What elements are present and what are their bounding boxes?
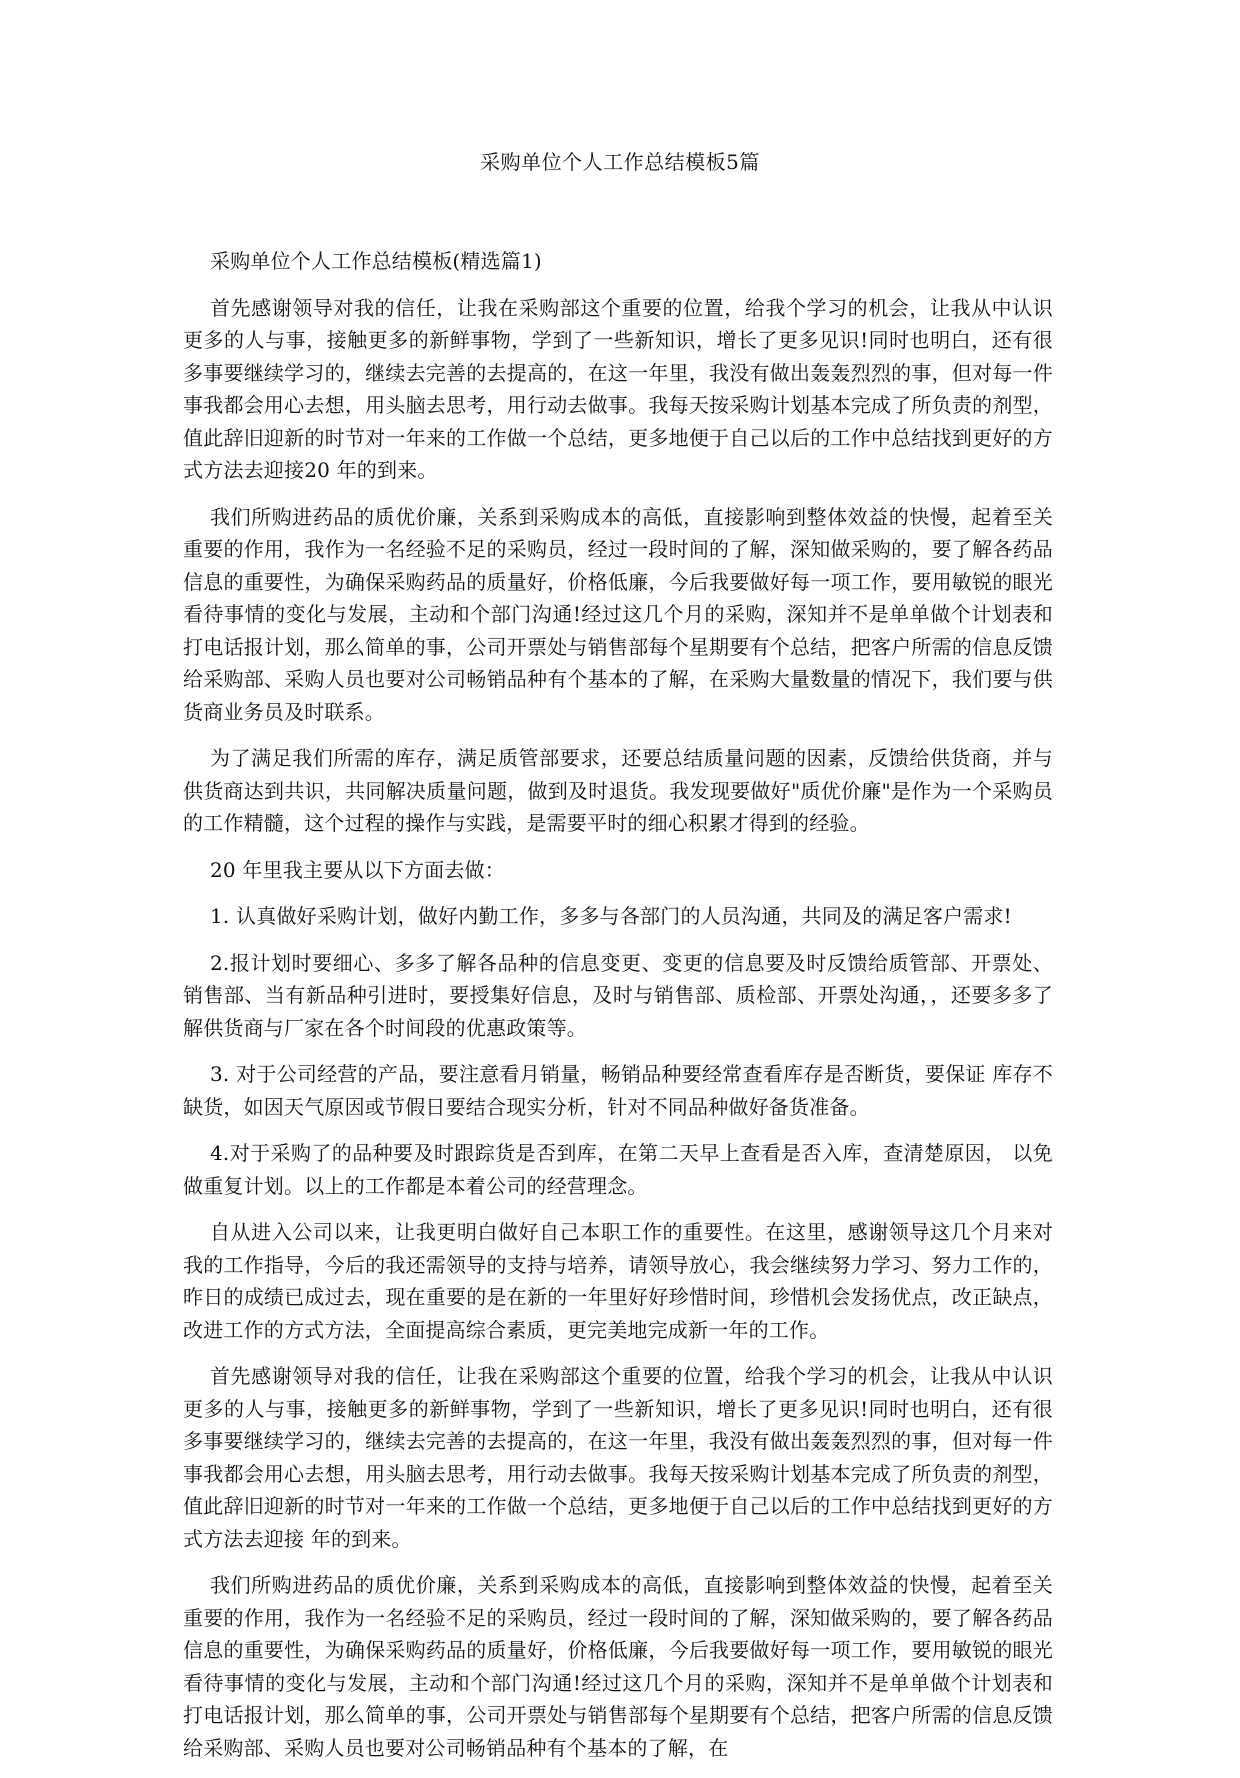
- paragraph: 自从进入公司以来，让我更明白做好自己本职工作的重要性。在这里，感谢领导这几个月来对我的工作指导，今后的我还需领导的支持与培养，请领导放心，我会继续努力学习、努力工作的，昨日的成绩已成过去，现在重要的是在新的一年里好好珍惜时间，珍惜机会发扬优点，改正缺点，改进工作的方式方法，全面提高综合素质，更完美地完成新一年的工作。: [183, 1220, 1053, 1342]
- list-item: 2.报计划时要细心、多多了解各品种的信息变更、变更的信息要及时反馈给质管部、开票处、销售部、当有新品种引进时，要授集好信息，及时与销售部、质检部、开票处沟通，，还要多多了解供货商与厂家在各个时间段的优惠政策等。: [183, 950, 1053, 1040]
- paragraph: 我们所购进药品的质优价廉，关系到采购成本的高低，直接影响到整体效益的快慢，起着至关重要的作用，我作为一名经验不足的采购员，经过一段时间的了解，深知做采购的，要了解各药品信息的重要性，为确保采购药品的质量好，价格低廉，今后我要做好每一项工作，要用敏锐的眼光看待事情的变化与发展，主动和个部门沟通!经过这几个月的采购，深知并不是单单做个计划表和打电话报计划，那么简单的事，公司开票处与销售部每个星期要有个总结，把客户所需的信息反馈给采购部、采购人员也要对公司畅销品种有个基本的了解，在采购大量数量的情况下，我们要与供货商业务员及时联系。: [183, 504, 1053, 724]
- list-item: 1. 认真做好采购计划，做好内勤工作，多多与各部门的人员沟通，共同及的满足客户需求!: [210, 904, 1012, 928]
- paragraph: 首先感谢领导对我的信任，让我在采购部这个重要的位置，给我个学习的机会，让我从中认识更多的人与事，接触更多的新鲜事物，学到了一些新知识，增长了更多见识!同时也明白，还有很多事要继续学习的，继续去完善的去提高的，在这一年里，我没有做出轰轰烈烈的事，但对每一件事我都会用心去想，用头脑去思考，用行动去做事。我每天按采购计划基本完成了所负责的剂型，值此辞旧迎新的时节对一年来的工作做一个总结，更多地便于自己以后的工作中总结找到更好的方式方法去迎接 年的到来。: [183, 1364, 1053, 1551]
- paragraph: 首先感谢领导对我的信任，让我在采购部这个重要的位置，给我个学习的机会，让我从中认识更多的人与事，接触更多的新鲜事物，学到了一些新知识，增长了更多见识!同时也明白，还有很多事要继续学习的，继续去完善的去提高的，在这一年里，我没有做出轰轰烈烈的事，但对每一件事我都会用心去想，用头脑去思考，用行动去做事。我每天按采购计划基本完成了所负责的剂型，值此辞旧迎新的时节对一年来的工作做一个总结，更多地便于自己以后的工作中总结找到更好的方式方法去迎接20 年的到来。: [183, 295, 1053, 482]
- list-item: 4.对于采购了的品种要及时跟踪货是否到库，在第二天早上查看是否入库，查清楚原因， 以免做重复计划。以上的工作都是本着公司的经营理念。: [183, 1141, 1053, 1198]
- document-body: [183, 245, 1053, 1778]
- paragraph: 为了满足我们所需的库存，满足质管部要求，还要总结质量问题的因素，反馈给供货商，并与供货商达到共识，共同解决质量问题，做到及时退货。我发现要做好"质优价廉"是作为一个采购员的工作精髓，这个过程的操作与实践，是需要平时的细心积累才得到的经验。: [183, 746, 1053, 835]
- paragraph: 20 年里我主要从以下方面去做：: [210, 857, 506, 882]
- document-title: 采购单位个人工作总结模板5篇: [480, 150, 760, 174]
- list-item: 3. 对于公司经营的产品，要注意看月销量，畅销品种要经常查看库存是否断货，要保证 库存不缺货，如因天气原因或节假日要结合现实分析，针对不同品种做好备货准备。: [183, 1062, 1053, 1119]
- paragraph: 我们所购进药品的质优价廉，关系到采购成本的高低，直接影响到整体效益的快慢，起着至关重要的作用，我作为一名经验不足的采购员，经过一段时间的了解，深知做采购的，要了解各药品信息的重要性，为确保采购药品的质量好，价格低廉，今后我要做好每一项工作，要用敏锐的眼光看待事情的变化与发展，主动和个部门沟通!经过这几个月的采购，深知并不是单单做个计划表和打电话报计划，那么简单的事，公司开票处与销售部每个星期要有个总结，把客户所需的信息反馈给采购部、采购人员也要对公司畅销品种有个基本的了解，在: [183, 1573, 1053, 1760]
- section-heading: 采购单位个人工作总结模板(精选篇1): [210, 249, 542, 273]
